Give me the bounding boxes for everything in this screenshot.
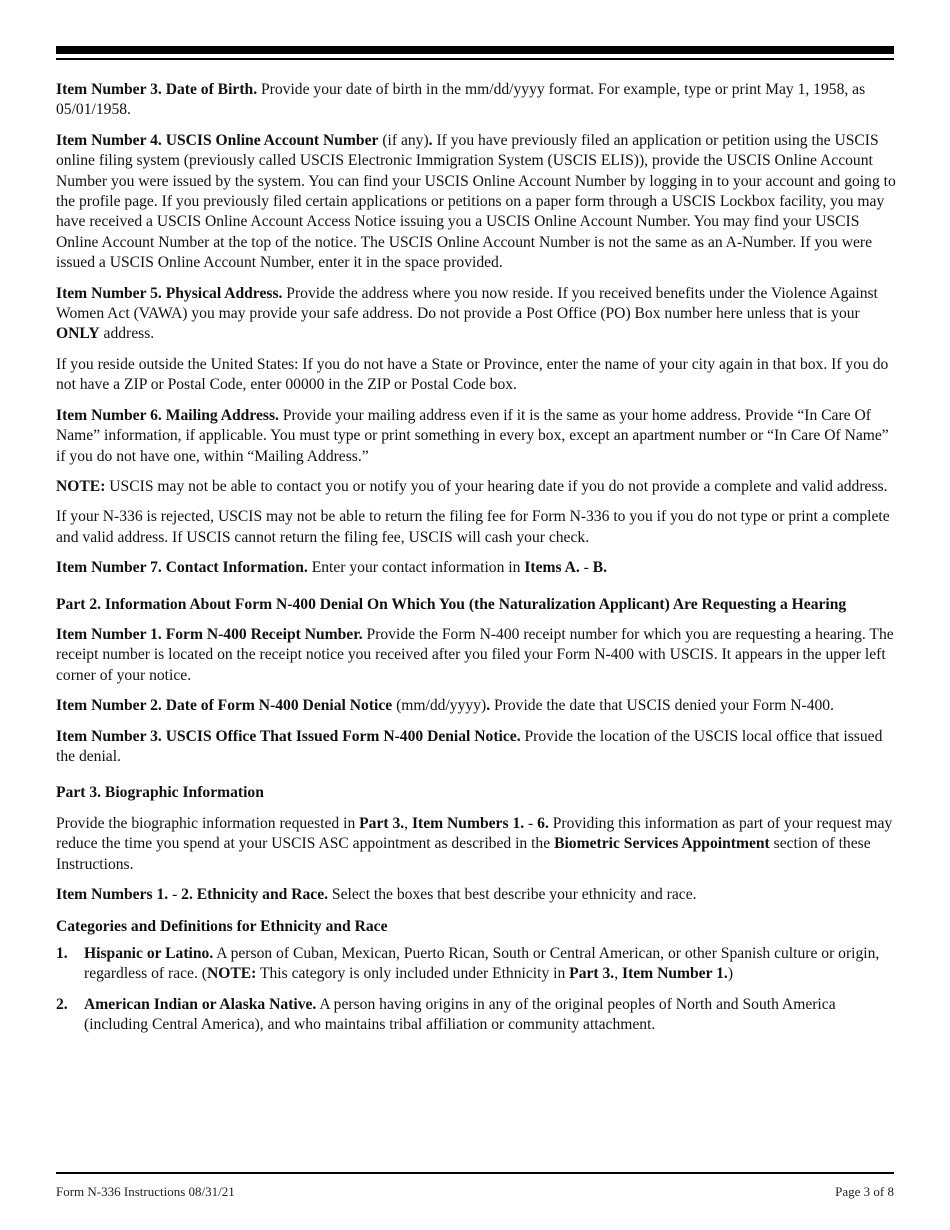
list-item	[56, 995, 896, 1036]
paragraph-physical-address	[56, 284, 896, 345]
paragraph-note-address	[56, 477, 896, 497]
paragraph-rejected-fee	[56, 507, 896, 548]
paragraph-text: Providing this information as part of your request may reduce the time you spend at your USCIS ASC appointment as described in the	[56, 814, 893, 853]
item-label: Item Number 3. USCIS Office That Issued Form N-400 Denial Notice.	[56, 727, 521, 745]
paragraph-text: Enter your contact information in	[307, 559, 525, 577]
categories-heading: Categories and Definitions for Ethnicity and Race	[56, 918, 388, 936]
paragraph-uscis-office	[56, 727, 896, 768]
item-label: 2. Ethnicity and Race.	[181, 886, 329, 903]
paragraph-ethnicity-race	[56, 885, 896, 905]
header-rule-thin	[56, 58, 894, 60]
paragraph-text: ,	[614, 965, 622, 983]
paragraph-text: (if any)	[378, 131, 429, 149]
period: .	[428, 131, 433, 149]
paragraph-mailing-address	[56, 406, 896, 467]
list-number: 2.	[56, 995, 68, 1013]
list-item	[56, 944, 896, 985]
emphasis: Item Numbers 1.	[411, 814, 525, 832]
paragraph-contact-info	[56, 558, 896, 578]
emphasis: Biometric Services Appointment	[554, 835, 770, 853]
footer-rule	[56, 1172, 894, 1174]
paragraph-online-account	[56, 131, 896, 274]
footer-form-info: Form N-336 Instructions 08/31/21	[56, 1184, 235, 1199]
emphasis: Item Number 1.	[622, 965, 728, 983]
paragraph-text: Provide the Form N-400 receipt number for which you are requesting a hearing. The receipt number is located on the receipt notice you received after you filed your Form N-400 with USCIS. It appears in the upper left corner of your notice.	[56, 625, 894, 684]
paragraph-text: Provide the address where you now reside. If you received benefits under the Violence Against Women Act (VAWA) you may provide your safe address. Do not provide a Post Office (PO) Box number here unless that is your	[56, 284, 878, 323]
period: .	[486, 697, 491, 715]
paragraph-text: Provide the date that USCIS denied your Form N-400.	[490, 697, 834, 715]
paragraph-text: -	[579, 559, 593, 577]
item-label: Item Number 1. Form N-400 Receipt Number.	[56, 625, 363, 643]
list-title: American Indian or Alaska Native.	[84, 995, 317, 1013]
paragraph-text: -	[168, 886, 182, 903]
part-2-heading: Part 2. Information About Form N-400 Denial On Which You (the Naturalization Applicant) Are Requesting a Hearing	[56, 595, 847, 613]
paragraph-biographic-intro	[56, 814, 896, 875]
item-label: Item Numbers 1.	[56, 886, 169, 903]
emphasis: Items A.	[524, 559, 580, 577]
emphasis: Part 3.	[359, 814, 405, 832]
paragraph-text: )	[727, 965, 734, 983]
item-label: Item Number 3. Date of Birth.	[56, 81, 258, 98]
list-number: 1.	[56, 944, 68, 962]
item-label: Item Number 5. Physical Address.	[56, 284, 283, 302]
paragraph-date-of-birth	[56, 80, 896, 121]
paragraph-text: Select the boxes that best describe your ethnicity and race.	[328, 886, 697, 903]
emphasis: Part 3.	[569, 965, 615, 983]
paragraph-text: Provide your date of birth in the mm/dd/yyyy format. For example, type or print May 1, 1958, as 05/01/1958.	[56, 81, 866, 119]
paragraph-text: If you reside outside the United States: If you do not have a State or Province, enter the name of your city again in that box. If you do not have a ZIP or Postal Code, enter 00000 in the ZIP or Postal Code box.	[56, 355, 889, 394]
item-label: Item Number 2. Date of Form N-400 Denial Notice	[56, 697, 393, 715]
paragraph-text: Provide your mailing address even if it is the same as your home address. Provide “In Care Of Name” information, if applicable. You must type or print something in every box, except an apartment number or “In Care Of Name” if you do not have one, within “Mailing Address.”	[56, 406, 889, 465]
paragraph-text: -	[524, 814, 538, 832]
emphasis: B.	[592, 559, 608, 577]
paragraph-text: USCIS may not be able to contact you or notify you of your hearing date if you do not provide a complete and valid address.	[105, 477, 888, 495]
paragraph-text: ,	[404, 814, 412, 832]
note-label: NOTE:	[56, 477, 106, 495]
paragraph-outside-us	[56, 355, 896, 396]
emphasis: ONLY	[56, 325, 100, 343]
paragraph-text: This category is only included under Ethnicity in	[256, 965, 570, 983]
paragraph-text: section of these Instructions.	[56, 835, 871, 873]
part-3-heading: Part 3. Biographic Information	[56, 784, 264, 802]
item-label: Item Number 4. USCIS Online Account Number	[56, 131, 379, 149]
emphasis: 6.	[537, 814, 549, 832]
paragraph-text: (mm/dd/yyyy)	[392, 697, 487, 715]
paragraph-text: address.	[99, 325, 155, 343]
paragraph-text: Provide the biographic information requested in	[56, 814, 360, 832]
paragraph-denial-date	[56, 696, 896, 716]
header-rule-thick	[56, 46, 894, 54]
item-label: Item Number 7. Contact Information.	[56, 559, 308, 577]
paragraph-text: A person having origins in any of the original peoples of North and South America (including Central America), and who maintains tribal affiliation or community attachment.	[84, 995, 836, 1034]
page-content	[56, 80, 896, 1045]
paragraph-text: A person of Cuban, Mexican, Puerto Rican, South or Central American, or other Spanish culture or origin, regardless of race. (	[84, 944, 880, 983]
item-label: Item Number 6. Mailing Address.	[56, 406, 279, 424]
paragraph-text: Provide the location of the USCIS local office that issued the denial.	[56, 727, 883, 765]
emphasis: NOTE:	[206, 965, 257, 983]
paragraph-text: If you have previously filed an application or petition using the USCIS online filing system (previously called USCIS Electronic Immigration System (USCIS ELIS)), provide the USCIS Online Account Number you were issued by the system. You can find your USCIS Online Account Number by logging in to your account and going to the profile page. If you previously filed certain applications or petitions on a paper form through a USCIS Lockbox facility, you may have received a USCIS Online Account Access Notice issuing you a USCIS Online Account Number. You may find your USCIS Online Account Number at the top of the notice. The USCIS Online Account Number is not the same as an A-Number. If you were issued a USCIS Online Account Number, enter it in the space provided.	[56, 131, 896, 272]
paragraph-receipt-number	[56, 625, 896, 686]
categories-list	[56, 944, 896, 1036]
list-title: Hispanic or Latino.	[84, 944, 214, 962]
footer-page-number: Page 3 of 8	[835, 1184, 894, 1199]
paragraph-text: If your N-336 is rejected, USCIS may not be able to return the filing fee for Form N-336 to you if you do not type or print a complete and valid address. If USCIS cannot return the filing fee, USCIS will cash your check.	[56, 508, 890, 546]
